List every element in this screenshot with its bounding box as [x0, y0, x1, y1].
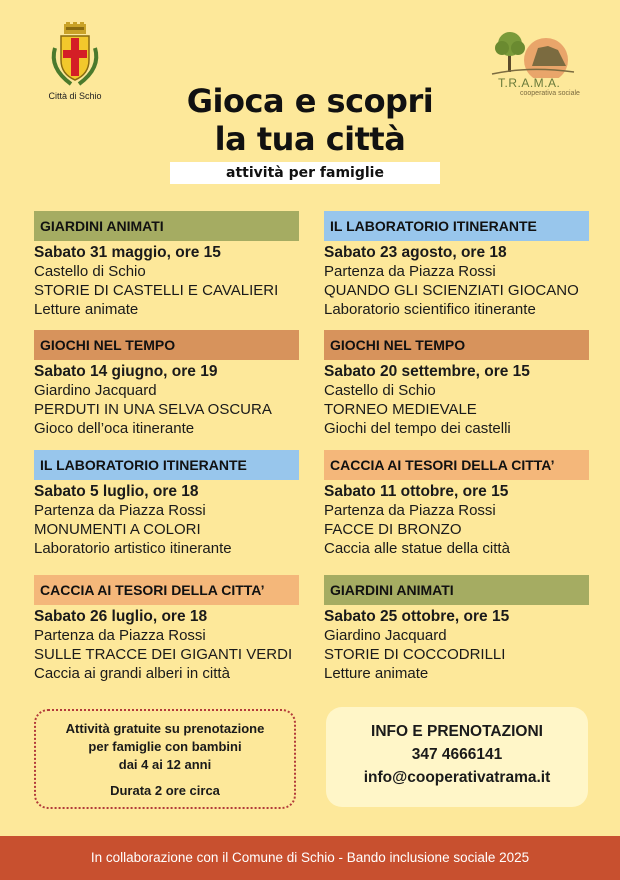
event-name: TORNEO MEDIEVALE: [324, 401, 477, 418]
event-place: Castello di Schio: [34, 263, 146, 280]
event-category: GIOCHI NEL TEMPO: [34, 330, 299, 360]
title-line-1: Gioca e scopri: [186, 82, 434, 120]
event-place: Partenza da Piazza Rossi: [324, 263, 496, 280]
event-category: IL LABORATORIO ITINERANTE: [34, 450, 299, 480]
footer-banner: In collaborazione con il Comune di Schio - Bando inclusione sociale 2025: [0, 836, 620, 880]
page-subtitle: attività per famiglie: [170, 162, 440, 184]
event-card: [324, 450, 589, 558]
schio-coat-of-arms-icon: [45, 22, 105, 88]
event-card: [34, 211, 299, 319]
event-card: [324, 575, 589, 683]
event-category: GIARDINI ANIMATI: [324, 575, 589, 605]
event-date: Sabato 5 luglio, ore 18: [34, 483, 199, 500]
event-date: Sabato 23 agosto, ore 18: [324, 244, 507, 261]
notice-duration: Durata 2 ore circa: [110, 783, 220, 798]
event-description: Letture animate: [34, 301, 139, 318]
info-email[interactable]: info@cooperativatrama.it: [363, 769, 551, 786]
event-card: [34, 450, 299, 558]
info-box: [326, 707, 588, 807]
info-phone[interactable]: 347 4666141: [411, 746, 503, 763]
notice-line-3: dai 4 ai 12 anni: [118, 757, 212, 772]
event-date: Sabato 31 maggio, ore 15: [34, 244, 221, 261]
event-category: GIARDINI ANIMATI: [34, 211, 299, 241]
free-activities-notice: [34, 709, 296, 809]
event-date: Sabato 25 ottobre, ore 15: [324, 608, 510, 625]
event-description: Gioco dell’oca itinerante: [34, 420, 195, 437]
event-description: Letture animate: [324, 665, 429, 682]
event-place: Castello di Schio: [324, 382, 436, 399]
event-category: GIOCHI NEL TEMPO: [324, 330, 589, 360]
event-description: Giochi del tempo dei castelli: [324, 420, 511, 437]
event-name: SULLE TRACCE DEI GIGANTI VERDI: [34, 646, 293, 663]
event-description: Laboratorio scientifico itinerante: [324, 301, 536, 318]
event-name: STORIE DI COCCODRILLI: [324, 646, 506, 663]
tree-castle-icon: [488, 26, 580, 78]
event-name: FACCE DI BRONZO: [324, 521, 462, 538]
page-title: [0, 82, 620, 158]
notice-line-1: Attività gratuite su prenotazione: [65, 721, 265, 736]
title-line-2: la tua città: [214, 120, 406, 158]
event-place: Giardino Jacquard: [324, 627, 447, 644]
event-place: Partenza da Piazza Rossi: [34, 502, 206, 519]
event-description: Laboratorio artistico itinerante: [34, 540, 232, 557]
event-date: Sabato 14 giugno, ore 19: [34, 363, 218, 380]
trama-logo-name: T.R.A.M.A.: [498, 76, 561, 90]
event-place: Partenza da Piazza Rossi: [324, 502, 496, 519]
event-description: Caccia alle statue della città: [324, 540, 510, 557]
event-date: Sabato 20 settembre, ore 15: [324, 363, 530, 380]
schio-logo-caption: Città di Schio: [48, 91, 102, 101]
event-name: QUANDO GLI SCIENZIATI GIOCANO: [324, 282, 579, 299]
event-place: Giardino Jacquard: [34, 382, 157, 399]
event-date: Sabato 26 luglio, ore 18: [34, 608, 208, 625]
event-category: CACCIA AI TESORI DELLA CITTA’: [34, 575, 299, 605]
event-card: [324, 211, 589, 319]
trama-logo-subtitle: cooperativa sociale: [520, 90, 580, 97]
event-card: [34, 575, 299, 683]
event-category: CACCIA AI TESORI DELLA CITTA’: [324, 450, 589, 480]
event-place: Partenza da Piazza Rossi: [34, 627, 206, 644]
event-card: [324, 330, 589, 438]
info-title: INFO E PRENOTAZIONI: [371, 723, 543, 740]
event-name: STORIE DI CASTELLI E CAVALIERI: [34, 282, 279, 299]
event-name: PERDUTI IN UNA SELVA OSCURA: [34, 401, 272, 418]
event-name: MONUMENTI A COLORI: [34, 521, 201, 538]
event-card: [34, 330, 299, 438]
event-date: Sabato 11 ottobre, ore 15: [324, 483, 509, 500]
notice-line-2: per famiglie con bambini: [88, 739, 242, 754]
event-description: Caccia ai grandi alberi in città: [34, 665, 230, 682]
event-category: IL LABORATORIO ITINERANTE: [324, 211, 589, 241]
